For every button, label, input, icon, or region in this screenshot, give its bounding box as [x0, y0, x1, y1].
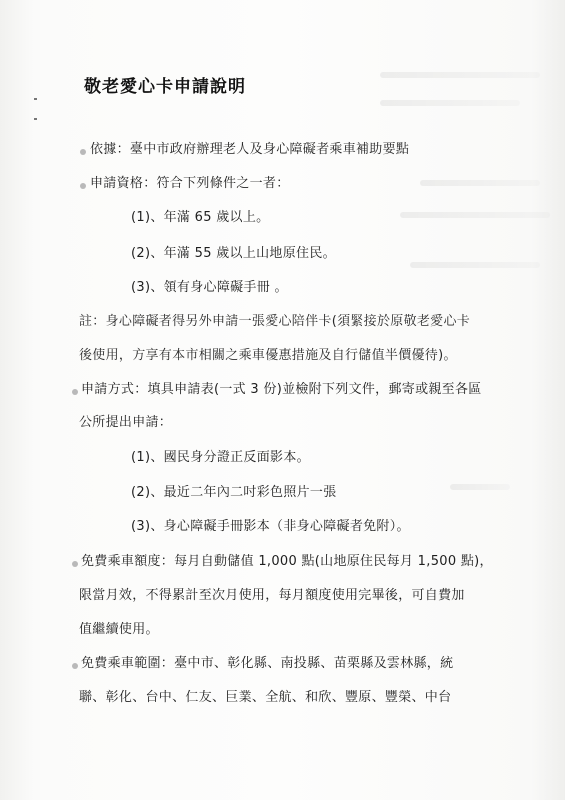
eligibility-item-3: (3)、領有身心障礙手冊 。	[131, 280, 288, 295]
scope-line-2: 聯、彰化、台中、仁友、巨業、全航、和欣、豐原、豐榮、中台	[79, 690, 452, 705]
method-line-2: 公所提出申請：	[79, 415, 173, 430]
show-through-mark	[400, 212, 550, 218]
quota-line-1: 免費乘車額度：每月自動儲值 1,000 點(山地原住民每月 1,500 點)，	[81, 554, 493, 569]
document-item-1: (1)、國民身分證正反面影本。	[131, 450, 310, 465]
document-item-2: (2)、最近二年內二吋彩色照片一張	[131, 485, 337, 500]
note-line-2: 後使用，方享有本市相關之乘車優惠措施及自行儲值半價優待)。	[79, 348, 457, 363]
bullet-dot	[80, 149, 86, 155]
show-through-mark	[450, 484, 510, 490]
show-through-mark	[380, 100, 520, 106]
document-item-3: (3)、身心障礙手冊影本（非身心障礙者免附）。	[131, 519, 410, 534]
quota-line-3: 值繼續使用。	[79, 622, 159, 637]
bullet-dot	[80, 183, 86, 189]
bullet-dot	[72, 561, 78, 567]
show-through-mark	[420, 180, 540, 186]
show-through-mark	[380, 72, 540, 78]
bullet-dot	[72, 663, 78, 669]
bullet-dot	[72, 389, 78, 395]
margin-mark	[34, 118, 37, 120]
quota-line-2: 限當月效，不得累計至次月使用，每月額度使用完畢後，可自費加	[79, 588, 465, 603]
note-line-1: 註：身心障礙者得另外申請一張愛心陪伴卡(須緊接於原敬老愛心卡	[79, 314, 471, 329]
eligibility-item-2: (2)、年滿 55 歲以上山地原住民。	[131, 246, 336, 261]
document-title: 敬老愛心卡申請說明	[84, 77, 246, 97]
basis-line: 依據：臺中市政府辦理老人及身心障礙者乘車補助要點	[90, 142, 410, 157]
eligibility-heading: 申請資格：符合下列條件之一者：	[90, 176, 290, 191]
margin-mark	[34, 98, 37, 100]
scope-line-1: 免費乘車範圍：臺中市、彰化縣、南投縣、苗栗縣及雲林縣，統	[81, 656, 454, 671]
show-through-mark	[410, 262, 540, 268]
eligibility-item-1: (1)、年滿 65 歲以上。	[131, 210, 270, 225]
method-line-1: 申請方式：填具申請表(一式 3 份)並檢附下列文件，郵寄或親至各區	[81, 382, 482, 397]
